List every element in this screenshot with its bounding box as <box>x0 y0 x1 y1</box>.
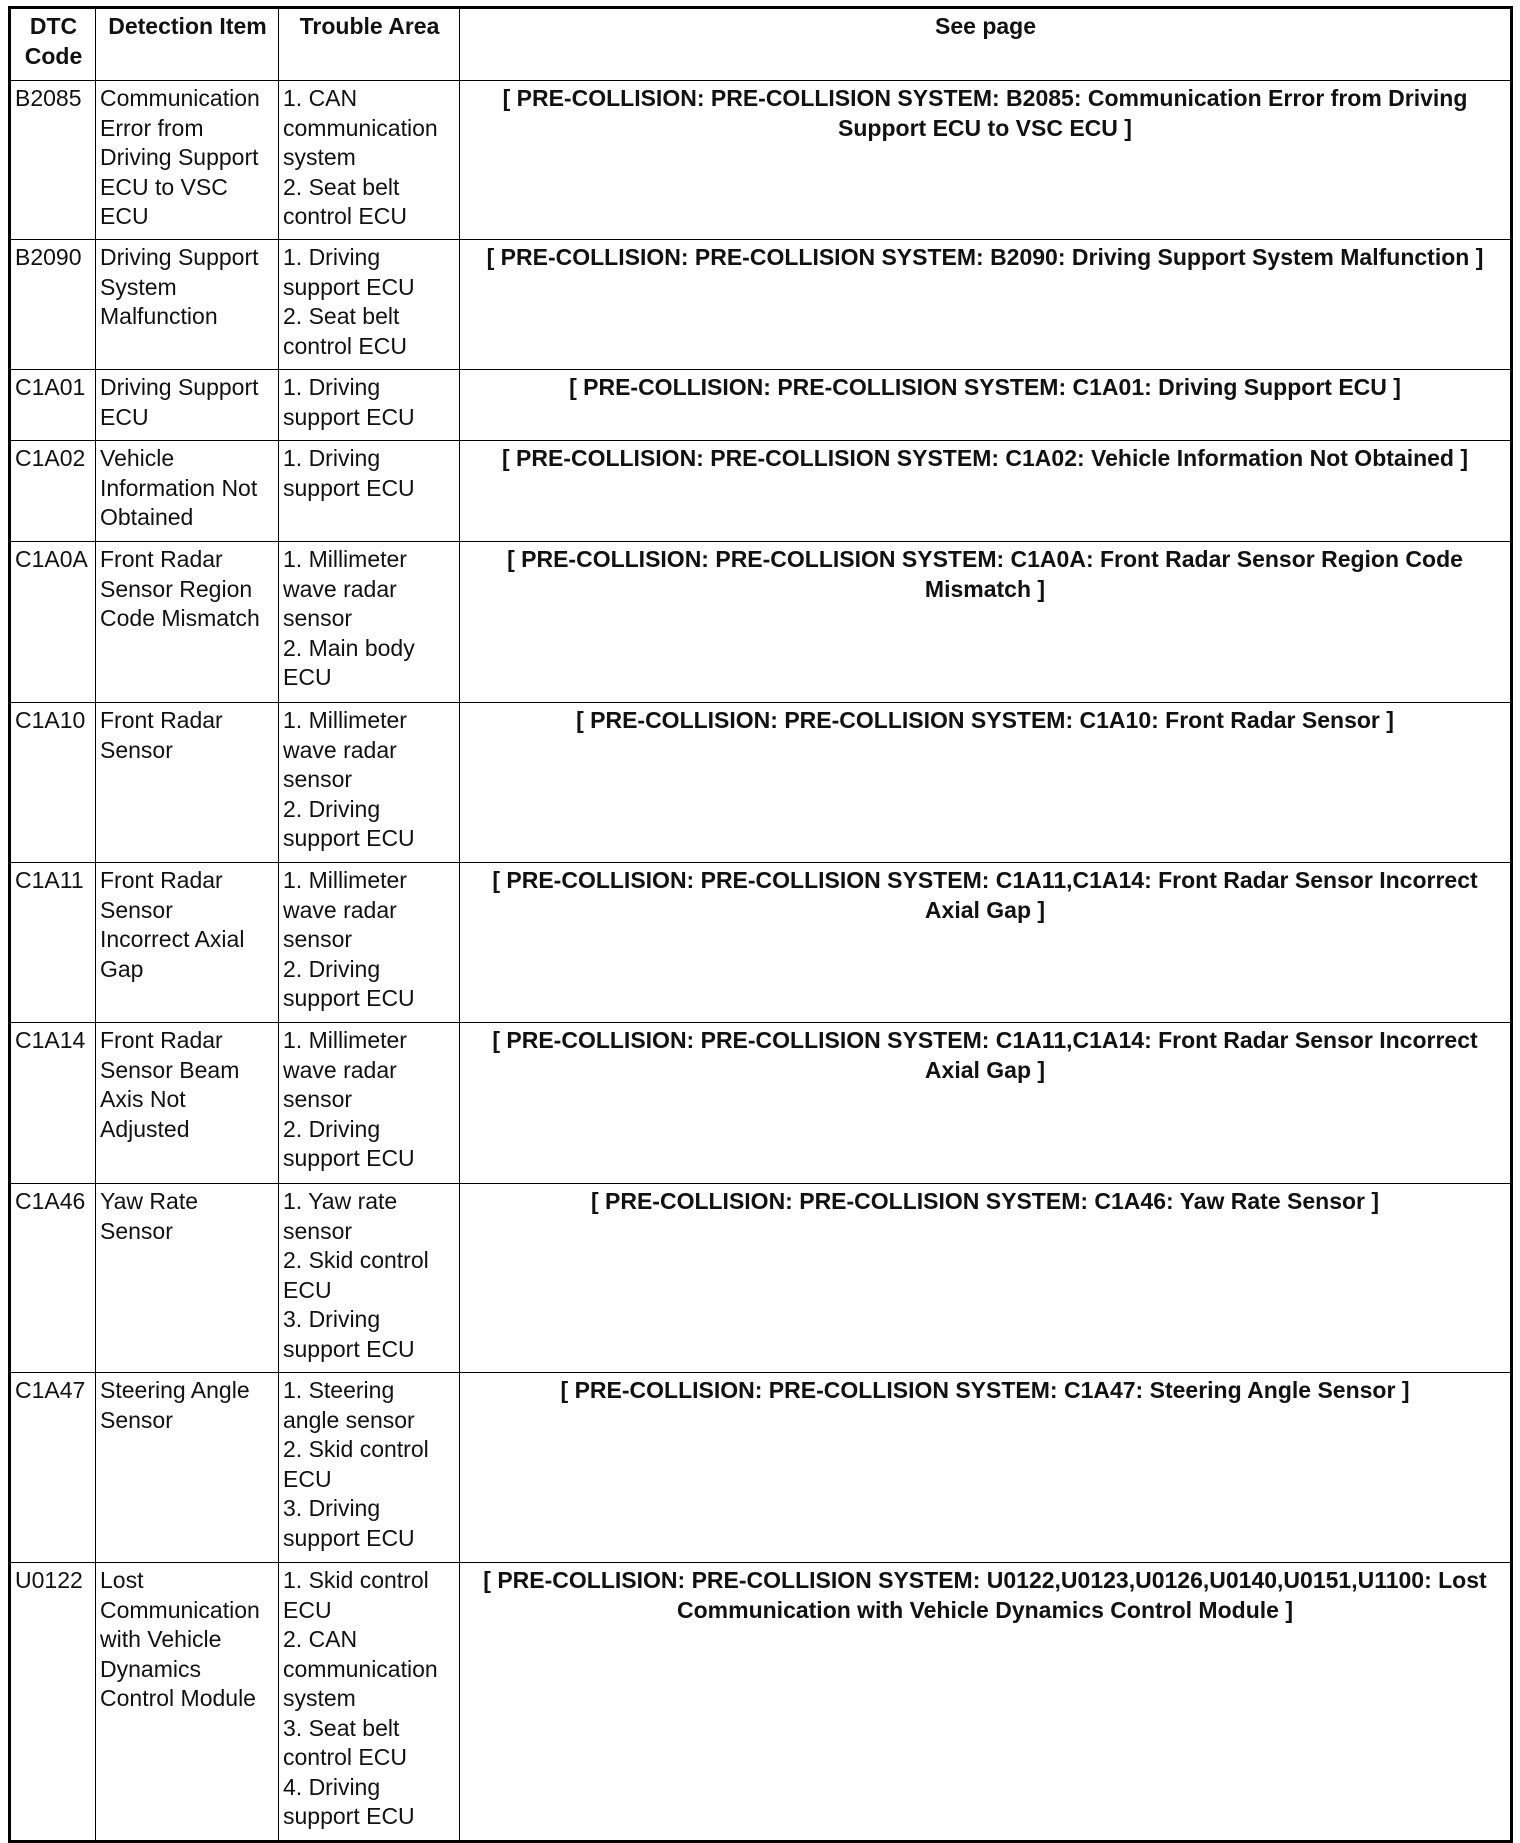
trouble-area-line: communication <box>283 1655 438 1682</box>
see-page-link[interactable]: [ PRE-COLLISION: PRE-COLLISION SYSTEM: C1A46: Yaw Rate Sensor ] <box>460 1184 1512 1373</box>
table-row <box>10 240 1512 370</box>
trouble-area-line: ECU <box>283 664 332 690</box>
dtc-table <box>8 6 1513 1843</box>
trouble-area-line: wave radar <box>283 1056 397 1083</box>
see-page-link[interactable]: [ PRE-COLLISION: PRE-COLLISION SYSTEM: C1A47: Steering Angle Sensor ] <box>460 1373 1512 1563</box>
trouble-area-line: 1. Driving <box>283 445 381 471</box>
trouble-area-line: sensor <box>283 1217 353 1244</box>
table-row <box>10 542 1512 703</box>
detection-item <box>96 1023 279 1184</box>
dtc-code: C1A01 <box>10 370 96 441</box>
detection-item-line: Error from <box>100 114 204 141</box>
detection-item-line: Axis Not <box>100 1086 186 1112</box>
trouble-area-line: ECU <box>283 1276 332 1303</box>
detection-item-line: Communication <box>100 1596 260 1623</box>
detection-item-line: Code Mismatch <box>100 605 260 631</box>
detection-item-line: Vehicle <box>100 445 175 471</box>
detection-item-line: Driving Support <box>100 244 259 270</box>
trouble-area-line: 1. Millimeter <box>283 546 407 572</box>
detection-item <box>96 370 279 441</box>
see-page-link[interactable]: [ PRE-COLLISION: PRE-COLLISION SYSTEM: U0122,U0123,U0126,U0140,U0151,U1100: Lost Communication with Vehicle Dynamics Control Module ] <box>460 1563 1512 1842</box>
detection-item-line: Driving Support <box>100 144 259 170</box>
trouble-area-line: 1. Yaw rate <box>283 1188 398 1214</box>
trouble-area-line: 2. Skid control <box>283 1247 429 1273</box>
trouble-area-line: 2. Main body <box>283 634 415 661</box>
detection-item-line: Information Not <box>100 474 258 501</box>
trouble-area-line: 1. Millimeter <box>283 867 407 893</box>
trouble-area-line: support ECU <box>283 403 415 430</box>
dtc-code: B2090 <box>10 240 96 370</box>
detection-item-line: Sensor Beam <box>100 1056 240 1083</box>
header-see-page: See page <box>460 8 1512 81</box>
trouble-area <box>279 703 460 863</box>
trouble-area-line: 1. Driving <box>283 374 381 400</box>
detection-item-line: Communication <box>100 85 260 111</box>
header-row <box>10 8 1512 81</box>
trouble-area-line: 1. CAN <box>283 85 358 111</box>
trouble-area-line: wave radar <box>283 736 397 763</box>
detection-item-line: Front Radar <box>100 1027 223 1053</box>
trouble-area <box>279 441 460 542</box>
see-page-link[interactable]: [ PRE-COLLISION: PRE-COLLISION SYSTEM: C1A01: Driving Support ECU ] <box>460 370 1512 441</box>
dtc-code: C1A02 <box>10 441 96 542</box>
trouble-area-line: sensor <box>283 926 353 952</box>
detection-item <box>96 441 279 542</box>
trouble-area-line: 2. Seat belt <box>283 303 400 329</box>
table-row <box>10 81 1512 240</box>
see-page-link[interactable]: [ PRE-COLLISION: PRE-COLLISION SYSTEM: C1A11,C1A14: Front Radar Sensor Incorrect Axial Gap ] <box>460 1023 1512 1184</box>
trouble-area <box>279 542 460 703</box>
trouble-area <box>279 1184 460 1373</box>
detection-item-line: ECU <box>100 403 149 430</box>
trouble-area-line: 2. CAN <box>283 1626 358 1652</box>
dtc-code: C1A47 <box>10 1373 96 1563</box>
trouble-area-line: support ECU <box>283 1803 415 1829</box>
trouble-area-line: 2. Skid control <box>283 1436 429 1462</box>
trouble-area-line: 2. Driving <box>283 1115 381 1142</box>
detection-item-line: Gap <box>100 955 144 982</box>
detection-item-line: Sensor <box>100 736 173 763</box>
trouble-area-line: 1. Skid control <box>283 1567 429 1593</box>
detection-item-line: Steering Angle <box>100 1377 250 1403</box>
table-row <box>10 863 1512 1023</box>
trouble-area-line: sensor <box>283 605 353 631</box>
detection-item-line: Sensor Region <box>100 575 253 602</box>
table-row <box>10 1373 1512 1563</box>
trouble-area <box>279 1023 460 1184</box>
table-row <box>10 441 1512 542</box>
detection-item-line: Sensor <box>100 1217 173 1244</box>
detection-item <box>96 863 279 1023</box>
detection-item-line: Front Radar <box>100 546 223 572</box>
detection-item-line: with Vehicle <box>100 1626 222 1652</box>
detection-item-line: Lost <box>100 1567 144 1593</box>
trouble-area-line: system <box>283 144 356 170</box>
detection-item <box>96 240 279 370</box>
detection-item-line: Sensor <box>100 896 173 923</box>
detection-item <box>96 1373 279 1563</box>
trouble-area <box>279 1563 460 1842</box>
detection-item <box>96 1563 279 1842</box>
header-dtc-code: DTC Code <box>10 8 96 81</box>
header-trouble-area: Trouble Area <box>279 8 460 81</box>
trouble-area-line: 1. Steering <box>283 1377 395 1403</box>
trouble-area-line: sensor <box>283 1086 353 1112</box>
detection-item-line: Driving Support <box>100 374 259 400</box>
trouble-area-line: communication <box>283 114 438 141</box>
header-detection-item: Detection Item <box>96 8 279 81</box>
detection-item <box>96 703 279 863</box>
see-page-link[interactable]: [ PRE-COLLISION: PRE-COLLISION SYSTEM: C1A10: Front Radar Sensor ] <box>460 703 1512 863</box>
trouble-area-line: 3. Driving <box>283 1306 381 1332</box>
trouble-area-line: support ECU <box>283 1524 415 1551</box>
detection-item <box>96 81 279 240</box>
detection-item <box>96 542 279 703</box>
detection-item-line: Control Module <box>100 1685 256 1711</box>
detection-item-line: System <box>100 273 177 300</box>
detection-item-line: ECU <box>100 203 149 229</box>
trouble-area-line: 3. Driving <box>283 1495 381 1521</box>
dtc-code: U0122 <box>10 1563 96 1842</box>
trouble-area <box>279 370 460 441</box>
detection-item-line: Yaw Rate <box>100 1188 199 1214</box>
trouble-area-line: support ECU <box>283 1145 415 1171</box>
detection-item-line: Malfunction <box>100 303 218 329</box>
trouble-area-line: wave radar <box>283 575 397 602</box>
table-row <box>10 1563 1512 1842</box>
trouble-area-line: angle sensor <box>283 1406 415 1433</box>
table-row <box>10 703 1512 863</box>
detection-item-line: Sensor <box>100 1406 173 1433</box>
trouble-area-line: 1. Driving <box>283 244 381 270</box>
trouble-area-line: support ECU <box>283 825 415 851</box>
trouble-area-line: wave radar <box>283 896 397 923</box>
trouble-area-line: support ECU <box>283 1335 415 1362</box>
table-row <box>10 1023 1512 1184</box>
table-row <box>10 370 1512 441</box>
trouble-area-line: ECU <box>283 1596 332 1623</box>
trouble-area-line: support ECU <box>283 985 415 1011</box>
dtc-code: C1A46 <box>10 1184 96 1373</box>
trouble-area-line: support ECU <box>283 273 415 300</box>
detection-item-line: Obtained <box>100 504 194 530</box>
trouble-area-line: 3. Seat belt <box>283 1714 400 1741</box>
detection-item-line: Front Radar <box>100 867 223 893</box>
trouble-area <box>279 863 460 1023</box>
see-page-link[interactable]: [ PRE-COLLISION: PRE-COLLISION SYSTEM: B2090: Driving Support System Malfunction ] <box>460 240 1512 370</box>
detection-item-line: ECU to VSC <box>100 173 228 200</box>
trouble-area-line: sensor <box>283 766 353 792</box>
see-page-link[interactable]: [ PRE-COLLISION: PRE-COLLISION SYSTEM: B2085: Communication Error from Driving Support ECU to VSC ECU ] <box>460 81 1512 240</box>
trouble-area-line: system <box>283 1685 356 1711</box>
see-page-link[interactable]: [ PRE-COLLISION: PRE-COLLISION SYSTEM: C1A11,C1A14: Front Radar Sensor Incorrect Axial Gap ] <box>460 863 1512 1023</box>
trouble-area <box>279 240 460 370</box>
see-page-link[interactable]: [ PRE-COLLISION: PRE-COLLISION SYSTEM: C1A02: Vehicle Information Not Obtained ] <box>460 441 1512 542</box>
detection-item-line: Dynamics <box>100 1655 201 1682</box>
trouble-area-line: 2. Driving <box>283 955 381 982</box>
trouble-area-line: 2. Seat belt <box>283 173 400 200</box>
trouble-area-line: control ECU <box>283 203 407 229</box>
dtc-code: C1A11 <box>10 863 96 1023</box>
trouble-area-line: control ECU <box>283 332 407 359</box>
dtc-code: C1A0A <box>10 542 96 703</box>
trouble-area-line: 2. Driving <box>283 795 381 822</box>
table-row <box>10 1184 1512 1373</box>
trouble-area <box>279 81 460 240</box>
trouble-area-line: control ECU <box>283 1744 407 1770</box>
detection-item-line: Incorrect Axial <box>100 926 245 952</box>
trouble-area-line: 1. Millimeter <box>283 707 407 733</box>
trouble-area-line: 1. Millimeter <box>283 1027 407 1053</box>
trouble-area-line: support ECU <box>283 474 415 501</box>
dtc-code: B2085 <box>10 81 96 240</box>
trouble-area-line: ECU <box>283 1465 332 1492</box>
trouble-area <box>279 1373 460 1563</box>
detection-item-line: Front Radar <box>100 707 223 733</box>
see-page-link[interactable]: [ PRE-COLLISION: PRE-COLLISION SYSTEM: C1A0A: Front Radar Sensor Region Code Mismatch ] <box>460 542 1512 703</box>
detection-item-line: Adjusted <box>100 1115 190 1142</box>
detection-item <box>96 1184 279 1373</box>
dtc-code: C1A10 <box>10 703 96 863</box>
dtc-code: C1A14 <box>10 1023 96 1184</box>
trouble-area-line: 4. Driving <box>283 1773 381 1800</box>
